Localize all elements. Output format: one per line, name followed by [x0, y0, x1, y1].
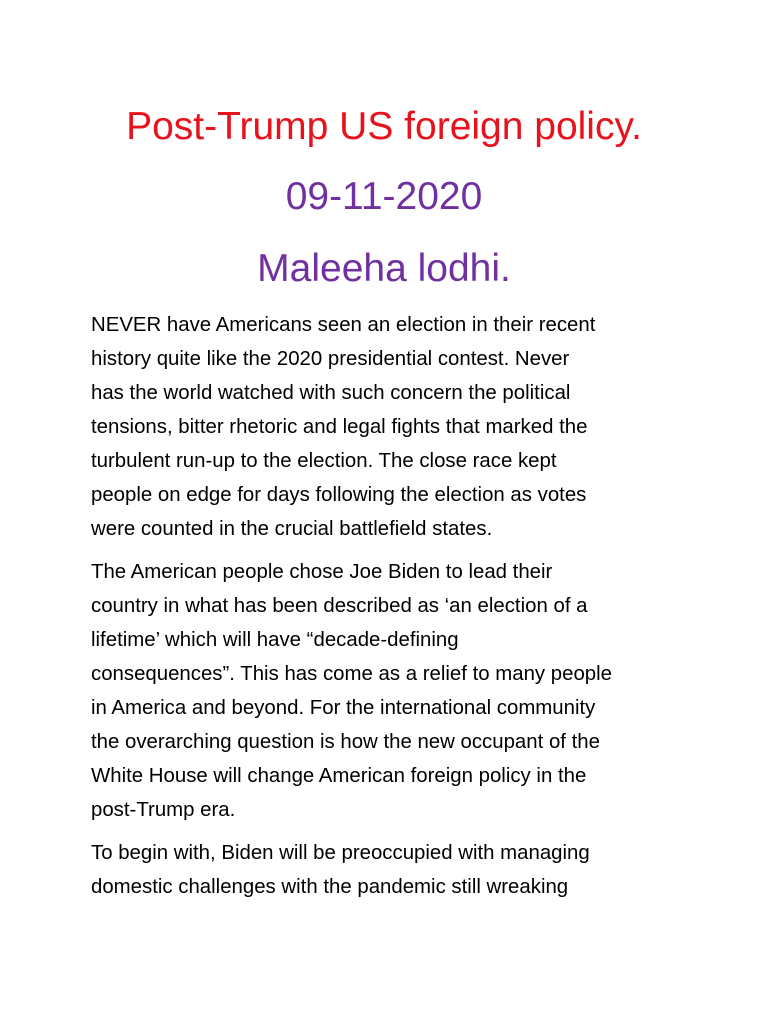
text-line: the overarching question is how the new occupant of the — [91, 731, 600, 753]
text-line: To begin with, Biden will be preoccupied with managing — [91, 842, 590, 864]
document-author: Maleeha lodhi. — [257, 247, 511, 290]
paragraph-3 — [91, 836, 711, 904]
text-line: tensions, bitter rhetoric and legal fights that marked the — [91, 416, 588, 438]
text-line: NEVER have Americans seen an election in their recent — [91, 314, 596, 336]
document-date: 09-11-2020 — [285, 175, 483, 218]
text-line: history quite like the 2020 presidential contest. Never — [91, 348, 570, 370]
text-line: domestic challenges with the pandemic still wreaking — [91, 876, 569, 898]
text-line: were counted in the crucial battlefield states. — [91, 518, 493, 540]
text-line: in America and beyond. For the international community — [91, 697, 596, 719]
text-line: The American people chose Joe Biden to lead their — [91, 561, 553, 583]
text-line: consequences”. This has come as a relief to many people — [91, 663, 613, 685]
text-line: country in what has been described as ‘an election of a — [91, 595, 588, 617]
text-line: has the world watched with such concern the political — [91, 382, 571, 404]
text-line: lifetime’ which will have “decade-defining — [91, 629, 459, 651]
text-line: people on edge for days following the election as votes — [91, 484, 587, 506]
document-title: Post-Trump US foreign policy. — [126, 105, 642, 148]
text-line: White House will change American foreign policy in the — [91, 765, 587, 787]
paragraph-1 — [91, 308, 711, 546]
document-body — [91, 308, 711, 913]
text-line: post-Trump era. — [91, 799, 236, 821]
paragraph-2 — [91, 555, 711, 827]
text-line: turbulent run-up to the election. The close race kept — [91, 450, 557, 472]
